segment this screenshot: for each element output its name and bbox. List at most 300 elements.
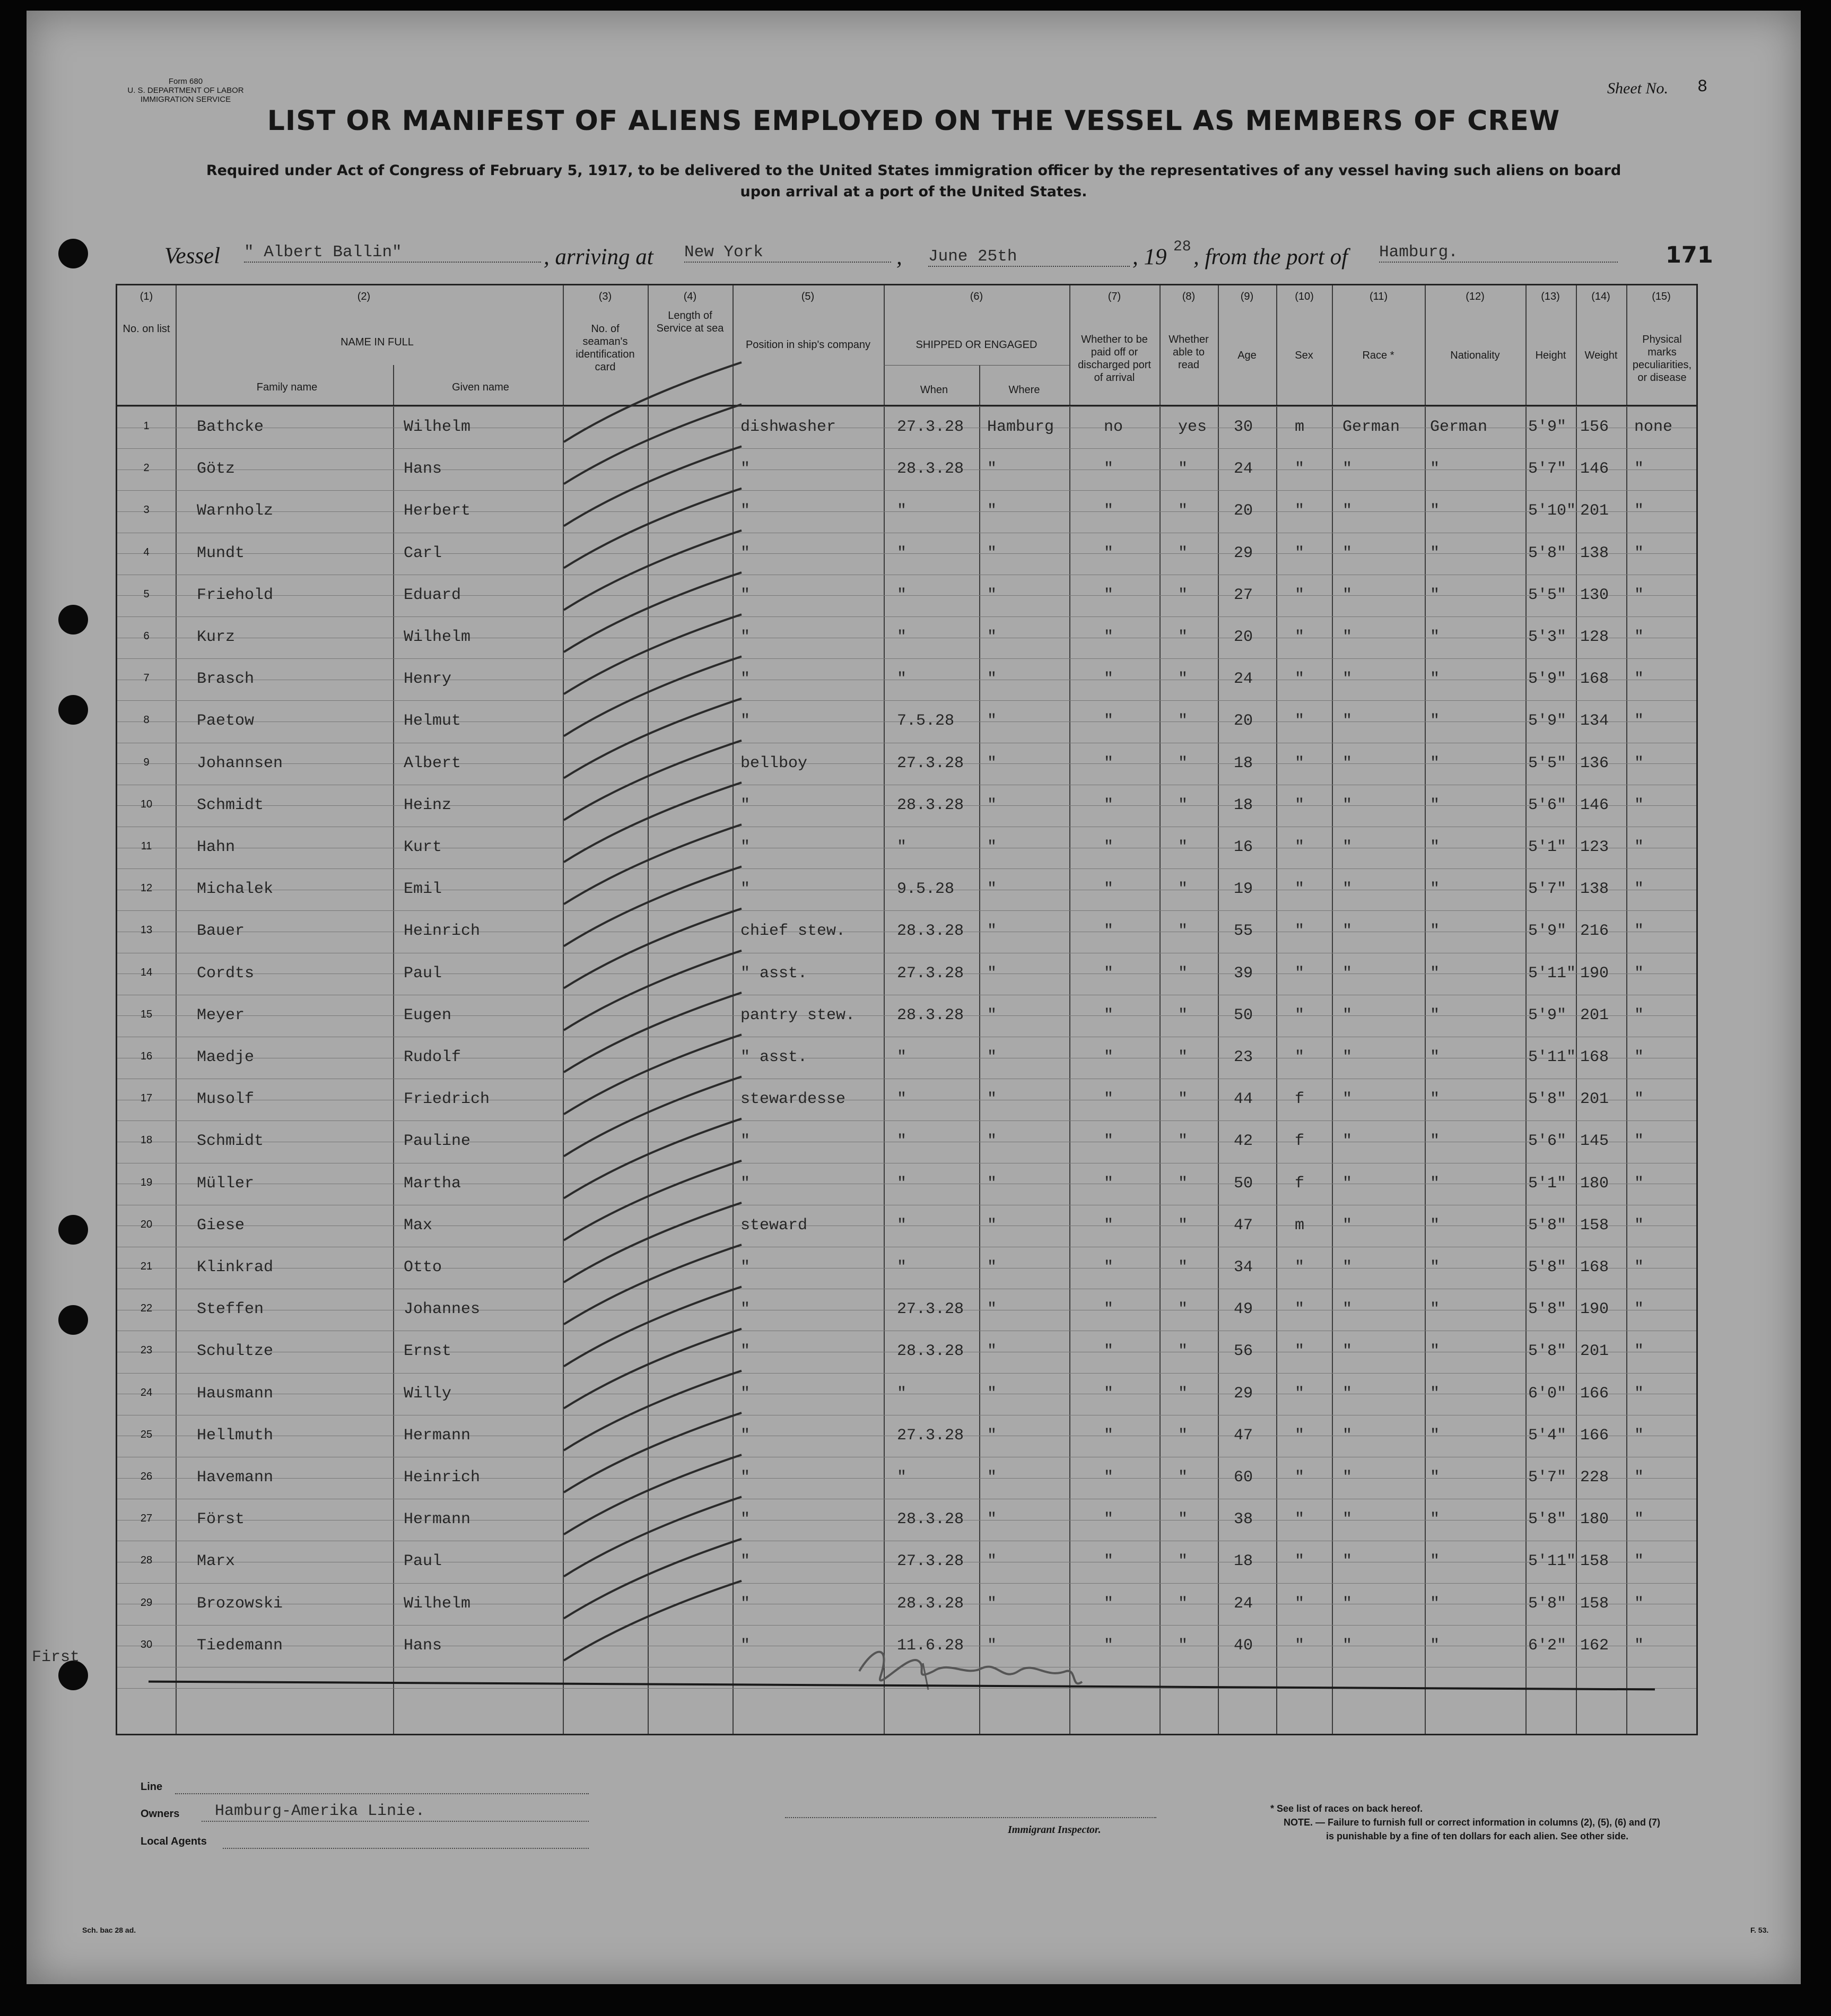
height: 5'8" — [1528, 1090, 1567, 1109]
sex: " — [1295, 838, 1305, 856]
race: " — [1342, 670, 1353, 689]
paid-off: " — [1104, 1216, 1114, 1235]
shipped-when: 9.5.28 — [897, 880, 955, 899]
physical-marks: " — [1634, 1216, 1644, 1235]
check-stroke — [564, 1497, 742, 1576]
physical-marks: " — [1634, 1258, 1644, 1276]
nationality: " — [1430, 1594, 1440, 1613]
age: 55 — [1234, 922, 1253, 941]
physical-marks: " — [1634, 1132, 1644, 1151]
able-to-read: " — [1178, 754, 1188, 772]
shipped-when: 28.3.28 — [897, 922, 964, 941]
height: 5'1" — [1528, 838, 1567, 856]
family-name: Schmidt — [197, 796, 264, 814]
family-name: Musolf — [197, 1090, 255, 1109]
department: U. S. DEPARTMENT OF LABOR — [127, 86, 244, 95]
height: 5'8" — [1528, 1510, 1567, 1529]
paid-off: " — [1104, 1090, 1114, 1109]
position: " — [740, 1510, 751, 1529]
header-name-in-full: NAME IN FULL — [341, 336, 414, 348]
race: " — [1342, 1300, 1353, 1319]
check-stroke — [564, 1371, 742, 1450]
weight: 168 — [1580, 670, 1609, 689]
family-name: Warnholz — [197, 502, 274, 520]
able-to-read: " — [1178, 1174, 1188, 1193]
row-number: 6 — [143, 630, 150, 642]
sheet-number: 8 — [1697, 77, 1708, 97]
sex: " — [1295, 1426, 1305, 1445]
header-physical: Physical marks peculiarities, or disease — [1632, 334, 1692, 384]
owners-field — [202, 1821, 589, 1822]
shipped-when: 27.3.28 — [897, 418, 964, 436]
line-field — [175, 1793, 589, 1794]
age: 38 — [1234, 1510, 1253, 1529]
header-height: Height — [1535, 350, 1566, 361]
given-name: Kurt — [404, 838, 442, 856]
family-name: Müller — [197, 1174, 255, 1193]
paid-off: no — [1104, 418, 1123, 436]
physical-marks: " — [1634, 1468, 1644, 1487]
header-length-service: Length of Service at sea — [656, 310, 724, 334]
position: " — [740, 1258, 751, 1276]
shipped-where: " — [987, 628, 997, 646]
given-name: Martha — [404, 1174, 461, 1193]
age: 56 — [1234, 1342, 1253, 1361]
able-to-read: " — [1178, 502, 1188, 520]
paid-off: " — [1104, 880, 1114, 899]
sex: " — [1295, 1594, 1305, 1613]
row-number: 25 — [140, 1428, 153, 1440]
position: " — [740, 1300, 751, 1319]
header-nationality: Nationality — [1450, 350, 1500, 361]
shipped-where: " — [987, 1426, 997, 1445]
weight: 166 — [1580, 1384, 1609, 1403]
position: " — [740, 880, 751, 899]
manifest-sheet — [27, 11, 1801, 1984]
physical-marks: " — [1634, 1552, 1644, 1571]
nationality: " — [1430, 838, 1440, 856]
form-number: Form 680 — [168, 77, 203, 86]
family-name: Klinkrad — [197, 1258, 274, 1276]
shipped-where: " — [987, 1216, 997, 1235]
weight: 168 — [1580, 1258, 1609, 1276]
physical-marks: " — [1634, 1090, 1644, 1109]
given-name: Emil — [404, 880, 442, 899]
weight: 158 — [1580, 1552, 1609, 1571]
family-name: Hahn — [197, 838, 236, 856]
position: dishwasher — [740, 418, 836, 436]
paid-off: " — [1104, 964, 1114, 983]
height: 5'9" — [1528, 712, 1567, 731]
shipped-where: " — [987, 1594, 997, 1613]
position: " asst. — [740, 964, 808, 983]
weight: 190 — [1580, 1300, 1609, 1319]
age: 23 — [1234, 1048, 1253, 1066]
height: 5'8" — [1528, 1300, 1567, 1319]
physical-marks: " — [1634, 1636, 1644, 1655]
agents-label: Local Agents — [141, 1836, 207, 1847]
paid-off: " — [1104, 796, 1114, 814]
given-name: Eugen — [404, 1006, 452, 1024]
family-name: Brasch — [197, 670, 255, 689]
header-able-read: Whether able to read — [1169, 334, 1209, 371]
check-stroke — [564, 1581, 742, 1661]
shipped-where: " — [987, 964, 997, 983]
position: " asst. — [740, 1048, 808, 1066]
position: " — [740, 586, 751, 604]
header-where: Where — [1008, 384, 1040, 396]
given-name: Wilhelm — [404, 1594, 471, 1613]
height: 5'8" — [1528, 544, 1567, 562]
paid-off: " — [1104, 670, 1114, 689]
check-stroke — [564, 446, 742, 526]
height: 5'1" — [1528, 1174, 1567, 1193]
check-stroke — [564, 1245, 742, 1324]
shipped-when: 27.3.28 — [897, 754, 964, 772]
family-name: Meyer — [197, 1006, 245, 1024]
check-stroke — [564, 1161, 742, 1240]
col-num-2: (2) — [357, 291, 371, 302]
shipped-when: 27.3.28 — [897, 1300, 964, 1319]
shipped-where: " — [987, 1006, 997, 1024]
family-name: Götz — [197, 460, 236, 479]
row-number: 13 — [140, 924, 153, 936]
nationality: " — [1430, 628, 1440, 646]
sex: " — [1295, 796, 1305, 814]
vessel-line — [27, 238, 1801, 280]
age: 16 — [1234, 838, 1253, 856]
paid-off: " — [1104, 586, 1114, 604]
weight: 138 — [1580, 880, 1609, 899]
position: " — [740, 1426, 751, 1445]
physical-marks: " — [1634, 964, 1644, 983]
shipped-when: " — [897, 544, 907, 562]
shipped-where: " — [987, 1048, 997, 1066]
position: chief stew. — [740, 922, 846, 941]
paid-off: " — [1104, 1342, 1114, 1361]
note-line-2: is punishable by a fine of ten dollars for each alien. See other side. — [1326, 1831, 1629, 1841]
age: 50 — [1234, 1006, 1253, 1024]
row-number: 19 — [140, 1176, 153, 1188]
nationality: " — [1430, 460, 1440, 479]
row-number: 15 — [140, 1008, 153, 1020]
service: IMMIGRATION SERVICE — [140, 95, 231, 104]
given-name: Rudolf — [404, 1048, 461, 1066]
physical-marks: " — [1634, 880, 1644, 899]
weight: 201 — [1580, 502, 1609, 520]
height: 5'5" — [1528, 586, 1567, 604]
weight: 201 — [1580, 1342, 1609, 1361]
header-position: Position in ship's company — [745, 339, 871, 351]
given-name: Eduard — [404, 586, 461, 604]
shipped-when: " — [897, 502, 907, 520]
family-name: Maedje — [197, 1048, 255, 1066]
row-number: 4 — [143, 546, 150, 558]
position: " — [740, 1552, 751, 1571]
race: " — [1342, 628, 1353, 646]
given-name: Helmut — [404, 712, 461, 731]
binder-hole — [58, 695, 88, 725]
physical-marks: " — [1634, 586, 1644, 604]
height: 5'9" — [1528, 670, 1567, 689]
sex: " — [1295, 964, 1305, 983]
weight: 162 — [1580, 1636, 1609, 1655]
height: 5'6" — [1528, 796, 1567, 814]
weight: 180 — [1580, 1510, 1609, 1529]
physical-marks: " — [1634, 1006, 1644, 1024]
binder-hole — [58, 1215, 88, 1245]
row-number: 2 — [143, 462, 150, 474]
check-stroke — [564, 1539, 742, 1619]
sex: m — [1295, 1216, 1305, 1235]
row-number: 22 — [140, 1302, 153, 1315]
shipped-when: 28.3.28 — [897, 1342, 964, 1361]
nationality: " — [1430, 1426, 1440, 1445]
arrival-date: June 25th — [928, 247, 1130, 267]
check-stroke — [564, 783, 742, 862]
weight: 201 — [1580, 1090, 1609, 1109]
physical-marks: " — [1634, 712, 1644, 731]
weight: 123 — [1580, 838, 1609, 856]
shipped-when: 28.3.28 — [897, 1594, 964, 1613]
physical-marks: " — [1634, 502, 1644, 520]
race: " — [1342, 460, 1353, 479]
shipped-where: " — [987, 460, 997, 479]
shipped-when: " — [897, 586, 907, 604]
nationality: " — [1430, 1468, 1440, 1487]
race: " — [1342, 1216, 1353, 1235]
from-port-label: , from the port of — [1193, 245, 1348, 270]
position: " — [740, 796, 751, 814]
physical-marks: " — [1634, 1342, 1644, 1361]
check-stroke — [564, 741, 742, 820]
nationality: " — [1430, 922, 1440, 941]
sex: " — [1295, 544, 1305, 562]
race: " — [1342, 544, 1353, 562]
race: " — [1342, 1468, 1353, 1487]
physical-marks: " — [1634, 1510, 1644, 1529]
shipped-when: " — [897, 1090, 907, 1109]
shipped-when: " — [897, 628, 907, 646]
weight: 156 — [1580, 418, 1609, 436]
row-number: 8 — [143, 714, 150, 726]
family-name: Paetow — [197, 712, 255, 731]
family-name: Först — [197, 1510, 245, 1529]
nationality: " — [1430, 712, 1440, 731]
race: " — [1342, 1426, 1353, 1445]
family-name: Johannsen — [197, 754, 283, 772]
physical-marks: " — [1634, 460, 1644, 479]
sex: " — [1295, 754, 1305, 772]
race: " — [1342, 1384, 1353, 1403]
position: pantry stew. — [740, 1006, 856, 1024]
sex: m — [1295, 418, 1305, 436]
col-num-6: (6) — [970, 291, 983, 302]
given-name: Albert — [404, 754, 461, 772]
shipped-when: " — [897, 1258, 907, 1276]
given-name: Heinrich — [404, 1468, 481, 1487]
shipped-when: " — [897, 1384, 907, 1403]
physical-marks: " — [1634, 544, 1644, 562]
row-number: 23 — [140, 1344, 153, 1357]
header-shipped: SHIPPED OR ENGAGED — [915, 339, 1037, 351]
given-name: Hans — [404, 460, 442, 479]
weight: 168 — [1580, 1048, 1609, 1066]
height: 5'9" — [1528, 922, 1567, 941]
shipped-where: " — [987, 1258, 997, 1276]
nationality: " — [1430, 1258, 1440, 1276]
weight: 136 — [1580, 754, 1609, 772]
nationality: " — [1430, 1510, 1440, 1529]
able-to-read: " — [1178, 838, 1188, 856]
check-stroke — [564, 572, 742, 652]
check-stroke — [564, 993, 742, 1072]
position: " — [740, 460, 751, 479]
check-stroke — [564, 614, 742, 694]
sex: f — [1295, 1132, 1305, 1151]
family-name: Havemann — [197, 1468, 274, 1487]
sex: " — [1295, 670, 1305, 689]
col-num-7: (7) — [1108, 291, 1121, 302]
nationality: " — [1430, 1132, 1440, 1151]
age: 29 — [1234, 544, 1253, 562]
line-label: Line — [141, 1781, 163, 1793]
paid-off: " — [1104, 460, 1114, 479]
age: 27 — [1234, 586, 1253, 604]
nationality: " — [1430, 1384, 1440, 1403]
row-number: 27 — [140, 1513, 153, 1525]
able-to-read: " — [1178, 1342, 1188, 1361]
race: " — [1342, 1090, 1353, 1109]
check-stroke — [564, 531, 742, 610]
age: 40 — [1234, 1636, 1253, 1655]
shipped-when: 27.3.28 — [897, 1426, 964, 1445]
sex: " — [1295, 586, 1305, 604]
given-name: Pauline — [404, 1132, 471, 1151]
family-name: Hellmuth — [197, 1426, 274, 1445]
able-to-read: " — [1178, 1636, 1188, 1655]
family-name: Tiedemann — [197, 1636, 283, 1655]
sex: " — [1295, 922, 1305, 941]
nationality: " — [1430, 1006, 1440, 1024]
sex: " — [1295, 460, 1305, 479]
check-stroke — [564, 909, 742, 988]
race: German — [1342, 418, 1400, 436]
height: 5'8" — [1528, 1342, 1567, 1361]
family-name: Friehold — [197, 586, 274, 604]
given-name: Wilhelm — [404, 628, 471, 646]
header-paid-off: Whether to be paid off or discharged port of arrival — [1078, 334, 1151, 384]
sheet-label: Sheet No. — [1607, 80, 1668, 97]
header-when: When — [920, 384, 948, 396]
paid-off: " — [1104, 1048, 1114, 1066]
nationality: " — [1430, 502, 1440, 520]
subtitle-line-1: Required under Act of Congress of February 5, 1917, to be delivered to the United States immigration officer by the representatives of any vessel having such aliens on board — [206, 162, 1621, 179]
shipped-where: " — [987, 1384, 997, 1403]
nationality: " — [1430, 1048, 1440, 1066]
inspector-field — [785, 1817, 1156, 1818]
height: 5'8" — [1528, 1594, 1567, 1613]
shipped-where: " — [987, 1552, 997, 1571]
check-stroke — [564, 1329, 742, 1409]
position: " — [740, 1594, 751, 1613]
family-name: Steffen — [197, 1300, 264, 1319]
nationality: " — [1430, 964, 1440, 983]
check-stroke — [564, 1203, 742, 1282]
shipped-where: " — [987, 796, 997, 814]
family-name: Schultze — [197, 1342, 274, 1361]
sex: " — [1295, 1006, 1305, 1024]
able-to-read: " — [1178, 1132, 1188, 1151]
shipped-where: " — [987, 838, 997, 856]
inspector-signature — [843, 1636, 1109, 1698]
race: " — [1342, 796, 1353, 814]
check-stroke — [564, 1287, 742, 1366]
race: " — [1342, 1510, 1353, 1529]
age: 42 — [1234, 1132, 1253, 1151]
able-to-read: " — [1178, 922, 1188, 941]
row-number: 11 — [141, 840, 152, 852]
physical-marks: " — [1634, 922, 1644, 941]
weight: 158 — [1580, 1216, 1609, 1235]
paid-off: " — [1104, 1468, 1114, 1487]
able-to-read: " — [1178, 586, 1188, 604]
nationality: " — [1430, 1552, 1440, 1571]
family-name: Kurz — [197, 628, 236, 646]
given-name: Johannes — [404, 1300, 481, 1319]
given-name: Heinz — [404, 796, 452, 814]
row-number: 30 — [140, 1638, 153, 1650]
row-number: 20 — [140, 1218, 153, 1230]
weight: 158 — [1580, 1594, 1609, 1613]
binder-hole — [58, 1305, 88, 1335]
nationality: " — [1430, 544, 1440, 562]
race: " — [1342, 1342, 1353, 1361]
height: 5'7" — [1528, 880, 1567, 899]
race: " — [1342, 1552, 1353, 1571]
family-name: Schmidt — [197, 1132, 264, 1151]
height: 6'2" — [1528, 1636, 1567, 1655]
physical-marks: " — [1634, 1594, 1644, 1613]
nationality: " — [1430, 670, 1440, 689]
position: " — [740, 1384, 751, 1403]
age: 20 — [1234, 712, 1253, 731]
shipped-when: 27.3.28 — [897, 1552, 964, 1571]
race: " — [1342, 922, 1353, 941]
able-to-read: " — [1178, 628, 1188, 646]
sex: " — [1295, 1342, 1305, 1361]
sex: " — [1295, 1048, 1305, 1066]
arrival-port: New York — [684, 243, 891, 263]
check-stroke — [564, 866, 742, 946]
physical-marks: " — [1634, 796, 1644, 814]
sex: " — [1295, 1384, 1305, 1403]
race: " — [1342, 880, 1353, 899]
paid-off: " — [1104, 922, 1114, 941]
weight: 134 — [1580, 712, 1609, 731]
sex: f — [1295, 1174, 1305, 1193]
row-number: 26 — [140, 1471, 153, 1482]
sex: " — [1295, 628, 1305, 646]
paid-off: " — [1104, 1552, 1114, 1571]
height: 5'3" — [1528, 628, 1567, 646]
note-line-1: NOTE. — Failure to furnish full or correct information in columns (2), (5), (6) and (7) — [1284, 1817, 1661, 1828]
position: " — [740, 838, 751, 856]
shipped-when: 7.5.28 — [897, 712, 955, 731]
weight: 138 — [1580, 544, 1609, 562]
row-number: 24 — [140, 1386, 153, 1398]
race: " — [1342, 964, 1353, 983]
